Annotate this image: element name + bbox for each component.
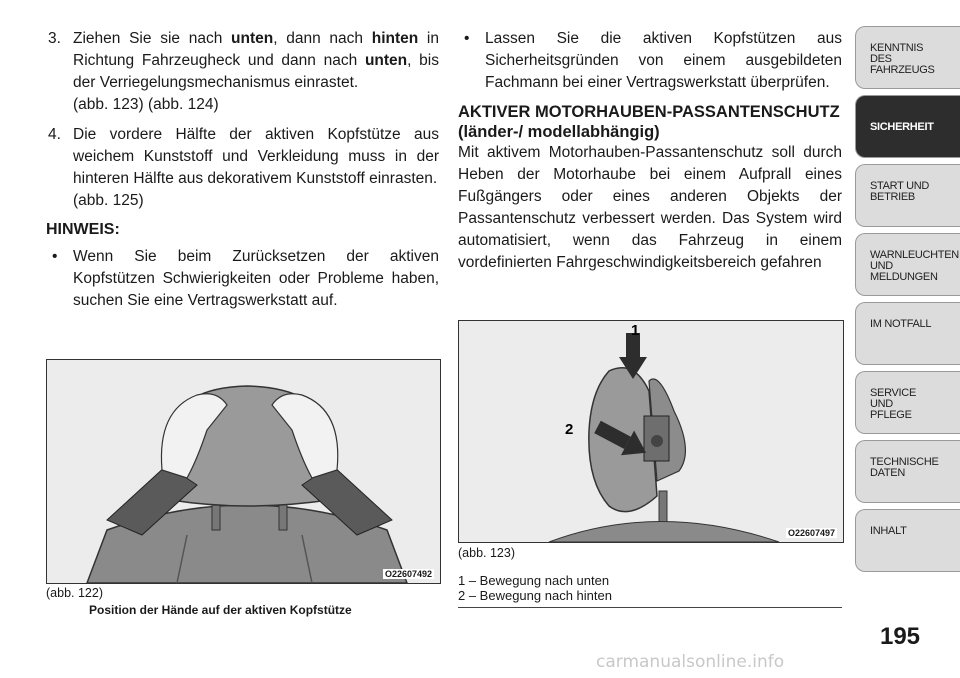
item-number: 4. (48, 126, 61, 143)
tab-start-betrieb[interactable]: START UND BETRIEB (855, 164, 960, 227)
figure-code: O22607497 (787, 528, 835, 538)
item-text: Die vordere Hälfte der aktiven Kopfstütze aus weichem Kunststoff und Verkleidung muss in der hinteren Hälfte aus dekorativem Kunststoff einrasten. (73, 126, 439, 187)
divider (458, 607, 842, 608)
left-column (46, 28, 439, 320)
tab-kenntnis[interactable]: KENNTNIS DES FAHRZEUGS (855, 26, 960, 89)
headrest-movement-illustration (459, 321, 843, 542)
emphasis: hinten (371, 30, 419, 47)
text-part: , dann nach (273, 30, 372, 47)
tab-service[interactable]: SERVICE UND PFLEGE (855, 371, 960, 434)
figure-headrest-hands (46, 359, 441, 584)
section-heading: AKTIVER MOTORHAUBEN-PASSANTENSCHUTZ (länder-/ modellabhängig) (458, 103, 840, 141)
bullet-icon: • (464, 30, 470, 47)
right-column (458, 28, 842, 274)
tab-notfall[interactable]: IM NOTFALL (855, 302, 960, 365)
tab-warnleuchten[interactable]: WARNLEUCHTEN UND MELDUNGEN (855, 233, 960, 296)
page-number: 195 (879, 623, 921, 650)
list-item-4 (46, 124, 439, 212)
figure-code: O22607492 (384, 569, 432, 579)
figure-caption-ref: (abb. 123) (458, 546, 515, 560)
list-item-3 (46, 28, 439, 116)
tab-sicherheit[interactable]: SICHERHEIT (855, 95, 960, 158)
watermark: carmanualsonline.info (596, 652, 785, 672)
bullet-item (458, 28, 842, 94)
figure-caption: Position der Hände auf der aktiven Kopfstütze (89, 603, 352, 617)
bullet-item (46, 246, 439, 312)
note-heading: HINWEIS: (46, 221, 120, 238)
figure-reference[interactable]: (abb. 125) (73, 192, 144, 209)
chapter-tabs (855, 26, 960, 578)
text-part: Ziehen Sie sie nach (73, 30, 232, 47)
text-part: in Richtung Fahrzeugheck und dann nach (73, 30, 439, 69)
item-number: 3. (48, 30, 61, 47)
body-paragraph: Mit aktivem Motorhauben-Passantenschutz soll durch Heben der Motorhaube bei einem Aufprall eines Fußgängers oder eines anderen Objekts der Passantenschutz verbessert werden. Das System wird automatisiert, wenn das Fahrzeug in einem vordefinierten Fahrgeschwindigkeitsbereich gefahren (458, 144, 842, 271)
arrow-label-1: 1 (631, 322, 640, 339)
figure-reference[interactable]: (abb. 123) (abb. 124) (73, 96, 219, 113)
legend-item-1: 1 – Bewegung nach unten (458, 573, 610, 588)
headrest-hands-illustration (47, 360, 440, 583)
text-part: , bis der Verriegelungsmechanismus einrastet. (73, 52, 439, 91)
emphasis: unten (231, 30, 274, 47)
arrow-label-2: 2 (565, 421, 574, 438)
bullet-text: Lassen Sie die aktiven Kopfstützen aus Sicherheitsgründen von einem ausgebildeten Fachmann bei einer Vertragswerkstatt überprüfen. (485, 30, 842, 91)
bullet-text: Wenn Sie beim Zurücksetzen der aktiven Kopfstützen Schwierigkeiten oder Probleme haben, suchen Sie eine Vertragswerkstatt auf. (73, 248, 439, 309)
tab-inhalt[interactable]: INHALT (855, 509, 960, 572)
emphasis: unten (364, 52, 408, 69)
figure-headrest-movement (458, 320, 844, 543)
legend-item-2: 2 – Bewegung nach hinten (458, 588, 612, 603)
tab-technische-daten[interactable]: TECHNISCHE DATEN (855, 440, 960, 503)
figure-caption-ref: (abb. 122) (46, 586, 103, 600)
bullet-icon: • (52, 248, 58, 265)
